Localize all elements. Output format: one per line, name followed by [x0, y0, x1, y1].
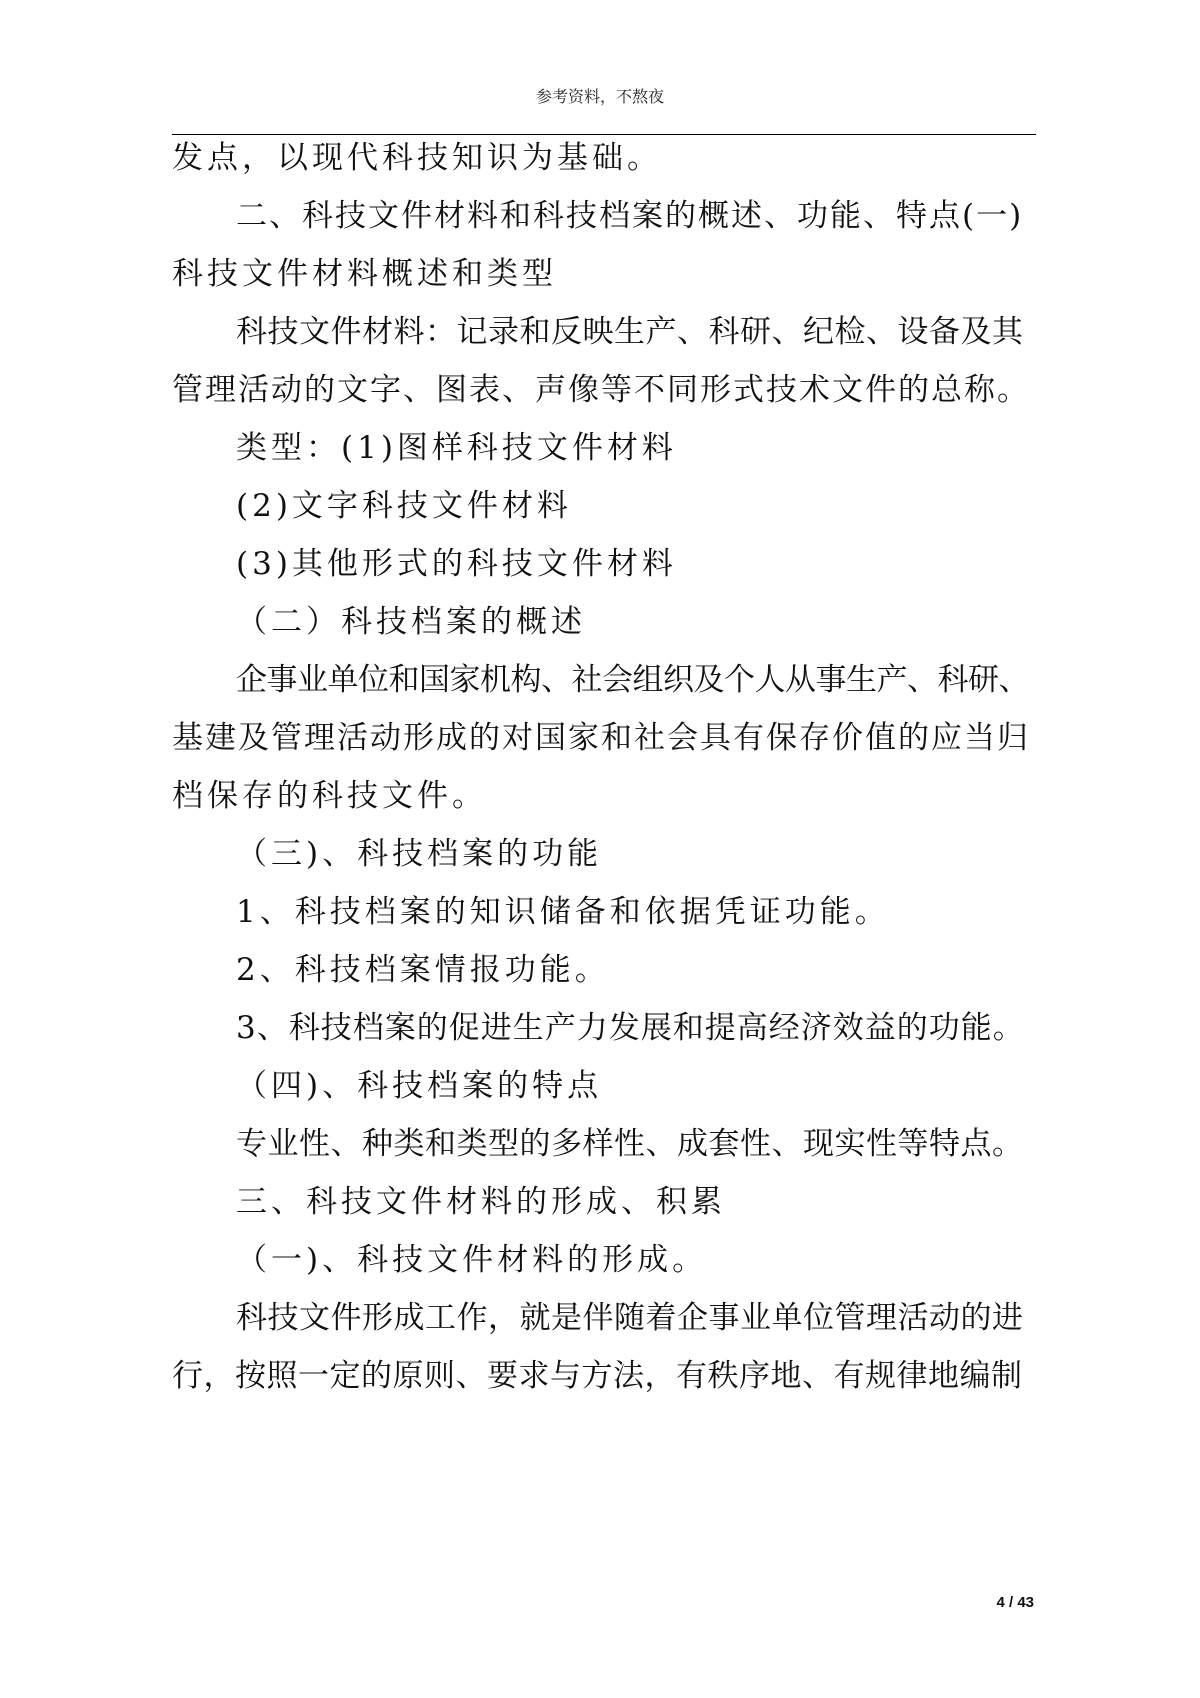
text-line: 档保存的科技文件。 [172, 778, 487, 814]
text-line: (2)文字科技文件材料 [236, 488, 572, 524]
text-line: 1、科技档案的知识储备和依据凭证功能。 [236, 894, 890, 930]
text-line: 专业性、种类和类型的多样性、成套性、现实性等特点。 [236, 1126, 1024, 1162]
text-line: 三、科技文件材料的形成、积累 [236, 1184, 726, 1220]
text-line: 科技文件材料概述和类型 [172, 256, 557, 292]
text-line: （一)、科技文件材料的形成。 [236, 1242, 708, 1278]
page-number: 4 / 43 [996, 1594, 1034, 1611]
text-line: 科技文件形成工作，就是伴随着企事业单位管理活动的进 [236, 1300, 1024, 1336]
text-line: 企事业单位和国家机构、社会组织及个人从事生产、科研、 [236, 662, 1029, 698]
text-line: 3、科技档案的促进生产力发展和提高经济效益的功能。 [236, 1010, 1025, 1046]
text-line: 行，按照一定的原则、要求与方法，有秩序地、有规律地编制 [172, 1358, 1023, 1394]
text-line: 发点，以现代科技知识为基础。 [172, 140, 662, 176]
text-line: 科技文件材料：记录和反映生产、科研、纪检、设备及其 [236, 314, 1024, 350]
text-line: （四)、科技档案的特点 [236, 1068, 603, 1104]
text-line: （三)、科技档案的功能 [236, 836, 603, 872]
text-line: 二、科技文件材料和科技档案的概述、功能、特点(一) [236, 198, 1024, 234]
page-header: 参考资料，不熬夜 [535, 87, 664, 106]
text-line: 管理活动的文字、图表、声像等不同形式技术文件的总称。 [172, 372, 1030, 408]
text-line: 类型：(1)图样科技文件材料 [236, 430, 677, 466]
header-divider [172, 134, 1036, 135]
text-line: （二）科技档案的概述 [236, 604, 586, 640]
text-line: (3)其他形式的科技文件材料 [236, 546, 677, 582]
text-line: 基建及管理活动形成的对国家和社会具有保存价值的应当归 [172, 720, 1030, 756]
text-line: 2、科技档案情报功能。 [236, 952, 610, 988]
